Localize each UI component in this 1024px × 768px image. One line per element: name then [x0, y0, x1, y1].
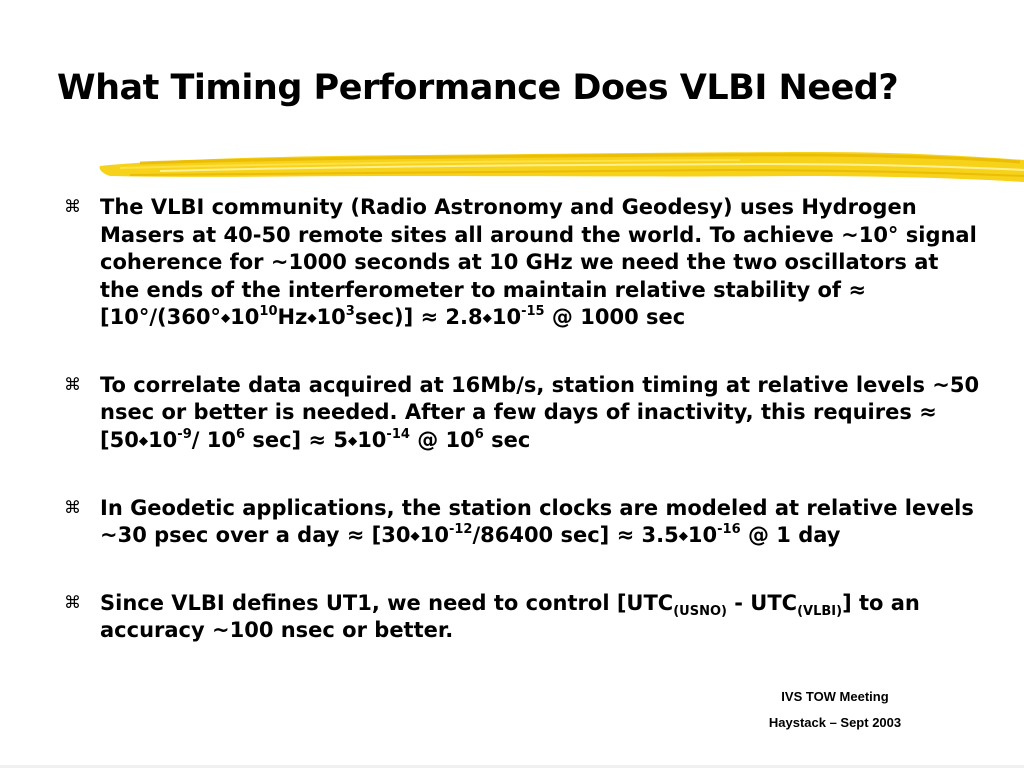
bullet-text: To correlate data acquired at 16Mb/s, station timing at relative levels ~50 nsec or better is needed. After a few days of inactivity, this requires ≈ [$50◆10^{-9}/$ $10^6$ $\sec] \approx 5◆10^{-14}$ @ $10^6$ sec	[100, 372, 980, 452]
bullet-text: In Geodetic applications, the station clocks are modeled at relative levels ~30 psec over a day ≈ [$30◆10^{-12}/86400$ $\sec] \approx 3.5◆10^{-16}$ @ 1 day	[100, 495, 974, 547]
footer-location-date: Haystack – Sept 2003	[768, 715, 902, 730]
bullet-text: Since VLBI defines UT1, we need to control $[UTC_{(USNO)} - UTC_{(VLBI)}]$ to an accuracy ~100 nsec or better.	[100, 590, 920, 643]
bullet-item-geodetic-applications	[60, 495, 980, 550]
slide-title: What Timing Performance Does VLBI Need?	[57, 68, 899, 108]
bullet-item-maser-stability	[60, 194, 980, 332]
bullet-marker-icon: ⌘	[64, 592, 81, 613]
bullet-list	[60, 194, 980, 645]
bullet-item-ut1-control	[60, 590, 980, 645]
bullet-marker-icon: ⌘	[64, 374, 81, 395]
bullet-marker-icon: ⌘	[64, 197, 81, 217]
footer-meeting-name: IVS TOW Meeting	[781, 689, 889, 704]
bullet-item-station-timing	[60, 372, 980, 455]
bullet-text: The VLBI community (Radio Astronomy and Geodesy) uses Hydrogen Masers at 40-50 remote sites all around the world. To achieve ~10° signal coherence for ~1000 seconds at 10 GHz we need the two oscillators at the ends of the interferometer to maintain relative stability of ≈ $[10^\circ/(360^\circ◆10^{10}Hz◆10^3\sec)]$ ≈ $2.8◆10^{-15}$ @ 1000 sec	[100, 195, 977, 329]
bullet-marker-icon: ⌘	[64, 497, 81, 518]
